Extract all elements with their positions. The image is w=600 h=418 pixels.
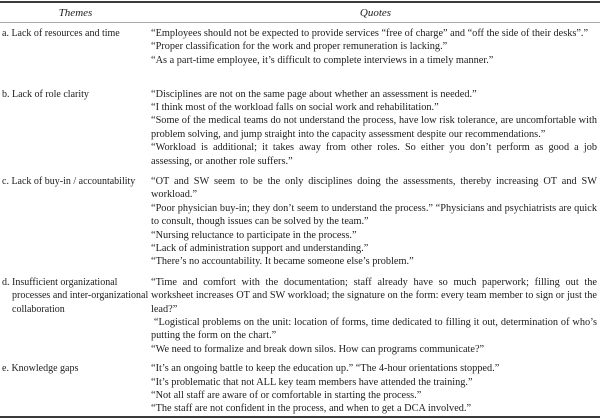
theme-cell: d. Insufficient organizational processes and inter-organizational collaboration: [2, 276, 149, 315]
quote-paragraph: “The staff are not confident in the process, and when to get a DCA involved.”: [151, 403, 472, 415]
quote-paragraph: “It’s an ongoing battle to keep the education up.” “The 4-hour orientations stopped.”: [151, 363, 500, 375]
table-header-row: [0, 1, 600, 23]
quote-paragraph: “Disciplines are not on the same page about whether an assessment is needed.”: [151, 88, 477, 100]
table-row: [0, 27, 600, 81]
table-row: [0, 88, 600, 168]
quote-paragraph: “Some of the medical teams do not understand the process, have low risk tolerance, are uncomfortable with problem solving, and jump straight into the capacity assessment despite our recommendations.”: [151, 115, 597, 140]
quote-paragraph: “Logistical problems on the unit: location of forms, time dedicated to filling it out, determination of who’s putting the form on the chart.”: [151, 317, 597, 342]
table-row: [0, 362, 600, 416]
theme-cell: a. Lack of resources and time: [2, 28, 120, 39]
quote-paragraph: “It’s problematic that not ALL key team members have attended the training.”: [151, 376, 473, 388]
column-header-quotes: Quotes: [359, 6, 392, 19]
quote-paragraph: “I think most of the workload falls on social work and rehabilitation.”: [151, 102, 439, 113]
quotes-cell: [151, 276, 600, 356]
quote-paragraph: “Proper classification for the work and proper remuneration is lacking.”: [151, 41, 448, 53]
quotes-cell: [151, 175, 600, 269]
quotes-cell: [151, 88, 600, 168]
theme-cell: e. Knowledge gaps: [2, 363, 79, 375]
quote-paragraph: “OT and SW seem to be the only disciplines doing the assessments, thereby increasing OT and SW workload.”: [151, 175, 597, 201]
quote-paragraph: “Nursing reluctance to participate in the process.”: [151, 229, 357, 241]
quote-paragraph: “We need to formalize and break down silos. How can programs communicate?”: [151, 343, 485, 355]
quote-paragraph: “Employees should not be expected to provide services “free of charge” and “off the side of their desks”.”: [151, 28, 589, 39]
quotes-cell: [151, 362, 600, 416]
quote-paragraph: “Not all staff are aware of or comfortable in starting the process.”: [151, 389, 422, 401]
quote-paragraph: “There’s no accountability. It became someone else’s problem.”: [151, 256, 414, 268]
theme-cell: c. Lack of buy-in / accountability: [2, 175, 136, 187]
quote-paragraph: “Poor physician buy-in; they don’t seem to understand the process.” “Physicians and psychiatrists are quick to consult, though issues can be solved by the team.”: [151, 202, 597, 228]
table-row: [0, 175, 600, 269]
quote-paragraph: “As a part-time employee, it’s difficult to complete interviews in a timely manner.”: [151, 54, 494, 66]
quote-paragraph: “Workload is additional; it takes away from other roles. So either you don’t perform as good a job assessing, or another role suffers.”: [151, 142, 597, 167]
column-header-themes: Themes: [58, 6, 93, 19]
theme-cell: b. Lack of role clarity: [2, 88, 89, 100]
quote-paragraph: “Time and comfort with the documentation; staff already have so much paperwork; filling out the worksheet increases OT and SW workload; the signature on the form: every team member to sign or just the lead?”: [151, 276, 597, 315]
quote-paragraph: “Lack of administration support and understanding.”: [151, 243, 369, 255]
quotes-cell: [151, 27, 600, 81]
table-body: [0, 23, 600, 416]
table-row: [0, 276, 600, 356]
